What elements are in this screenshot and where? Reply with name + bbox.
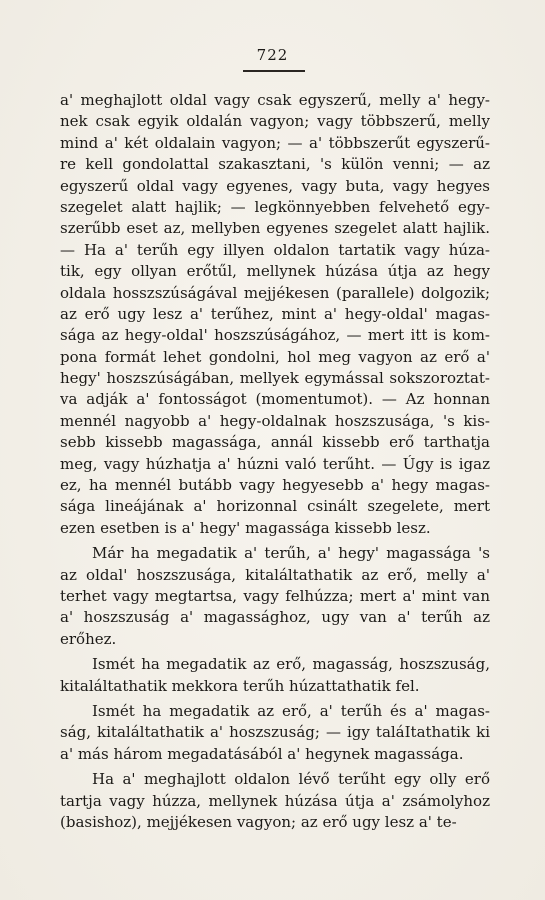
text-line: erőhez. (60, 629, 117, 648)
text-line: szegelet alatt hajlik; — legkönnyebben felvehető egy- (60, 197, 490, 216)
text-line: hegy' hoszszúságában, mellyek egymással sokszoroztat- (60, 369, 490, 388)
text-line: kitaláltathatik mekkora terűh húzattathatik fel. (60, 676, 420, 695)
text-line: egyszerű oldal vagy egyenes, vagy buta, vagy hegyes (60, 176, 490, 195)
text-line: pona formát lehet gondolni, hol meg vagyon az erő a' (60, 347, 490, 366)
paragraph (60, 543, 490, 650)
text-line: ezen esetben is a' hegy' magassága kissebb lesz. (60, 518, 431, 537)
page-number: 722 (256, 46, 289, 64)
text-line: a' meghajlott oldal vagy csak egyszerű, melly a' hegy- (60, 91, 490, 109)
paragraph (60, 769, 490, 833)
text-line: a' hoszszuság a' magassághoz, ugy van a' terűh az (60, 608, 490, 627)
paragraph (60, 701, 490, 765)
text-line: sága az hegy-oldal' hoszszúságához, — mert itt is kom- (60, 326, 490, 345)
text-line: Ha a' meghajlott oldalon lévő terűht egy olly erő (92, 770, 490, 789)
text-line: tartja vagy húzza, mellynek húzása útja a' zsámolyhoz (60, 791, 490, 810)
header-rule (243, 70, 305, 72)
text-line: szerűbb eset az, mellyben egyenes szegelet alatt hajlik. (60, 219, 490, 238)
text-line: tik, egy ollyan erőtűl, mellynek húzása útja az hegy (60, 262, 490, 281)
text-line: nek csak egyik oldalán vagyon; vagy többszerű, melly (60, 112, 490, 131)
text-line: va adják a' fontosságot (momentumot). — Az honnan (60, 390, 490, 409)
text-line: Ismét ha megadatik az erő, magasság, hoszszuság, (92, 655, 490, 674)
paragraph (60, 90, 490, 539)
text-line: ez, ha mennél butább vagy hegyesebb a' hegy magas- (60, 476, 490, 495)
text-line: az erő ugy lesz a' terűhez, mint a' hegy-oldal' magas- (60, 304, 490, 323)
text-line: re kell gondolattal szakasztani, 's külön venni; — az (60, 155, 490, 174)
text-line: (basishoz), mejjékesen vagyon; az erő ugy lesz a' te- (60, 812, 457, 831)
text-line: a' más három megadatásából a' hegynek magassága. (60, 744, 464, 763)
text-line: mennél nagyobb a' hegy-oldalnak hoszszusága, 's kis- (60, 411, 490, 430)
text-line: sága lineájának a' horizonnal csinált szegelete, mert (60, 497, 490, 516)
paragraph (60, 654, 490, 697)
text-line: ság, kitaláltathatik a' hoszszuság; — igy taláItathatik ki (60, 723, 490, 742)
text-line: terhet vagy megtartsa, vagy felhúzza; mert a' mint van (60, 586, 490, 605)
text-line: Ismét ha megadatik az erő, a' terűh és a' magas- (92, 701, 490, 720)
text-line: meg, vagy húzhatja a' húzni való terűht. — Úgy is igaz (60, 454, 490, 473)
text-line: oldala hosszszúságával mejjékesen (parallele) dolgozik; (60, 283, 490, 302)
text-line: — Ha a' terűh egy illyen oldalon tartatik vagy húza- (60, 240, 490, 259)
text-line: az oldal' hoszszusága, kitaláltathatik az erő, melly a' (60, 565, 490, 584)
text-line: sebb kissebb magassága, annál kissebb erő tarthatja (60, 433, 490, 452)
body-text (60, 90, 490, 837)
text-line: mind a' két oldalain vagyon; — a' többszerűt egyszerű- (60, 133, 490, 152)
text-line: Már ha megadatik a' terűh, a' hegy' magassága 's (92, 544, 490, 563)
